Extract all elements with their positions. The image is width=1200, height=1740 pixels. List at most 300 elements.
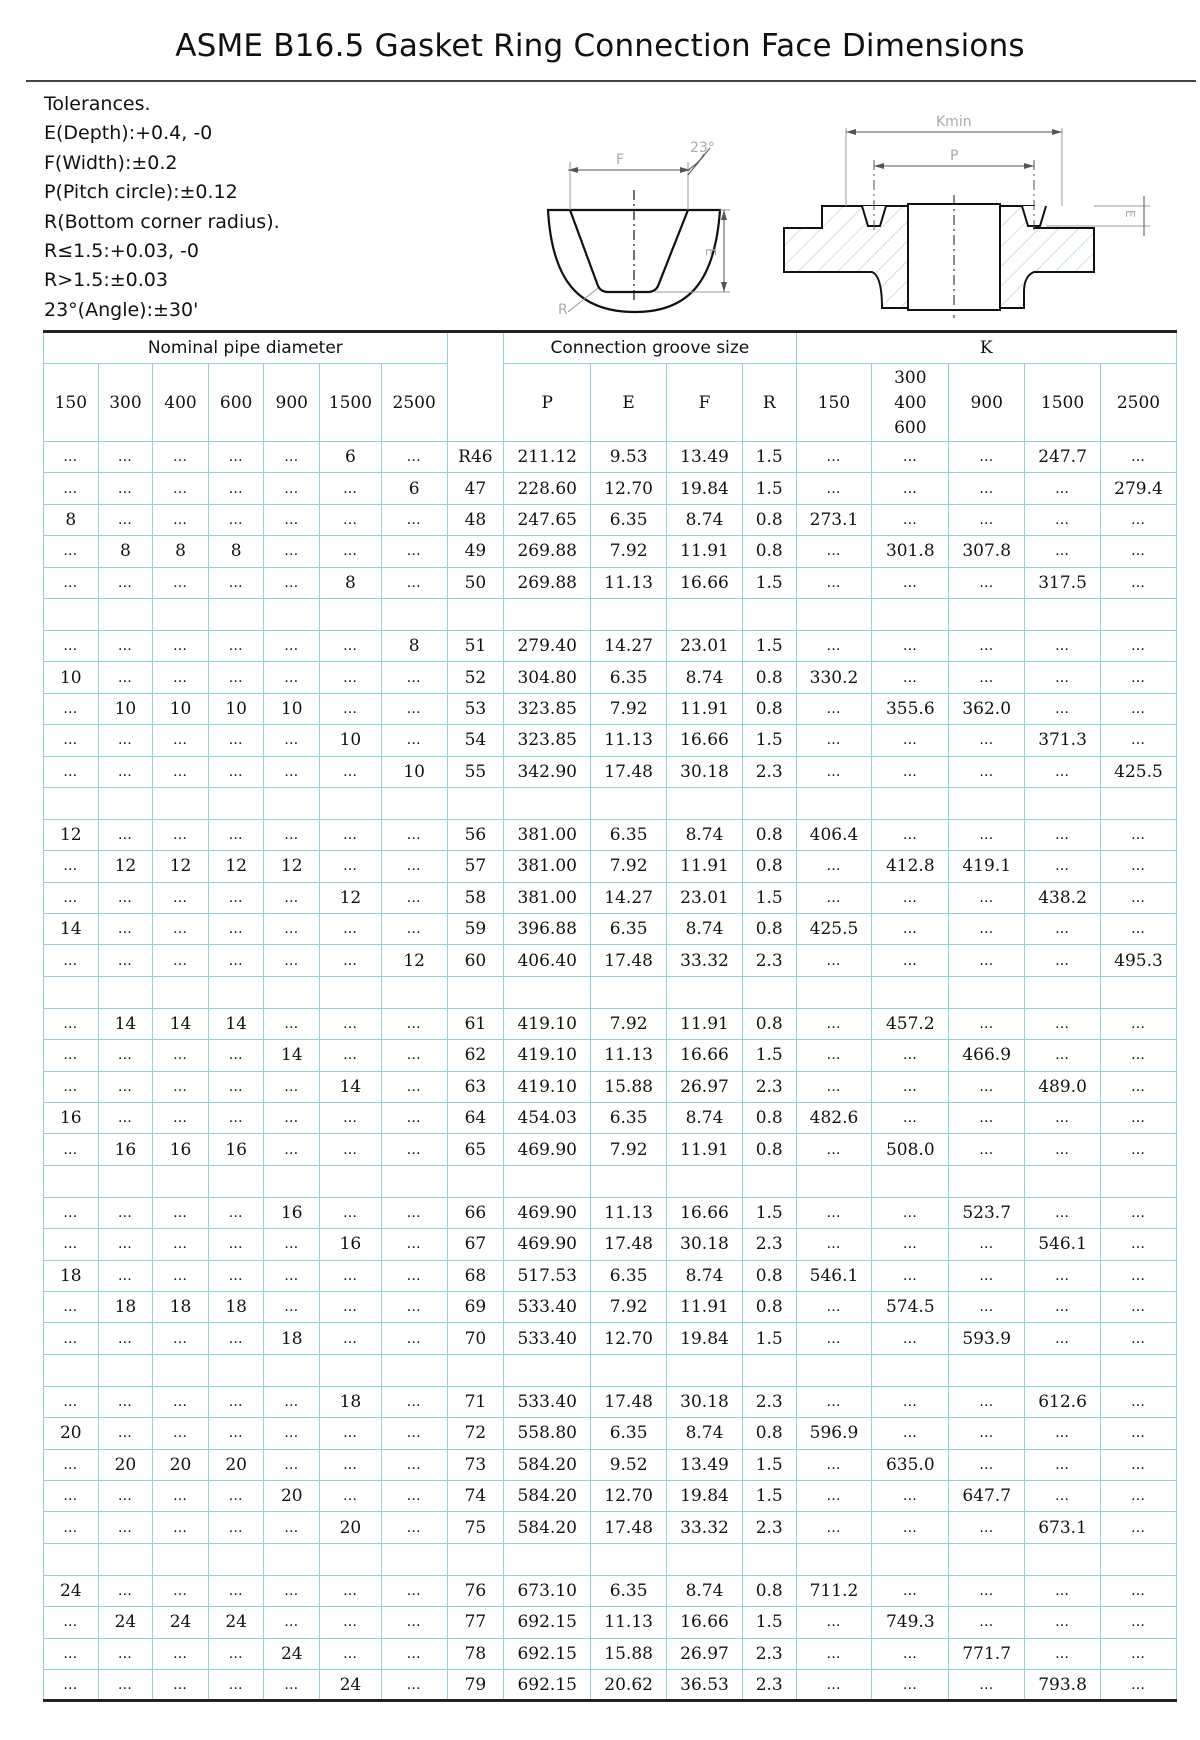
table-cell: … — [98, 1480, 153, 1511]
table-cell: … — [98, 1071, 153, 1102]
table-cell: … — [264, 504, 320, 535]
table-row — [44, 1607, 1177, 1638]
table-cell: 0.8 — [742, 1260, 796, 1291]
table-cell: … — [949, 473, 1025, 504]
table-cell: … — [98, 567, 153, 598]
table-cell — [98, 1165, 153, 1197]
table-cell: … — [208, 945, 264, 976]
table-cell: 23.01 — [667, 630, 743, 661]
table-cell: 20 — [320, 1512, 382, 1543]
table-cell: 16 — [320, 1229, 382, 1260]
table-cell: … — [796, 851, 872, 882]
table-cell: 317.5 — [1025, 567, 1101, 598]
table-cell: 16.66 — [667, 725, 743, 756]
table-cell: … — [264, 945, 320, 976]
table-cell — [1025, 976, 1101, 1008]
table-row — [44, 945, 1177, 976]
table-cell: 247.65 — [504, 504, 591, 535]
table-cell: 1.5 — [742, 1040, 796, 1071]
table-cell: … — [44, 1638, 99, 1669]
table-cell: … — [381, 504, 447, 535]
table-row — [44, 725, 1177, 756]
table-cell: 10 — [381, 756, 447, 787]
header-nominal-2500: 2500 — [381, 364, 447, 442]
table-cell: … — [320, 1040, 382, 1071]
table-cell: … — [98, 756, 153, 787]
table-cell: 1.5 — [742, 1480, 796, 1511]
table-cell: 19.84 — [667, 1323, 743, 1354]
table-cell: … — [98, 945, 153, 976]
table-cell: 396.88 — [504, 914, 591, 945]
table-cell: … — [98, 442, 153, 473]
table-cell: … — [98, 504, 153, 535]
table-row — [44, 1575, 1177, 1606]
table-cell: … — [1100, 567, 1176, 598]
table-row — [44, 1260, 1177, 1291]
table-cell: 24 — [153, 1607, 209, 1638]
table-cell: 12.70 — [591, 1480, 667, 1511]
table-cell: … — [264, 756, 320, 787]
table-cell: 17.48 — [591, 1512, 667, 1543]
table-cell: … — [796, 1197, 872, 1228]
table-cell: 419.10 — [504, 1008, 591, 1039]
table-cell — [796, 1354, 872, 1386]
table-cell: … — [949, 882, 1025, 913]
table-cell: … — [1100, 1008, 1176, 1039]
table-cell: 8.74 — [667, 819, 743, 850]
table-cell: 18 — [208, 1291, 264, 1322]
table-cell: … — [872, 1575, 949, 1606]
table-cell: 30.18 — [667, 1229, 743, 1260]
table-cell — [1100, 598, 1176, 630]
table-cell: 771.7 — [949, 1638, 1025, 1669]
table-cell — [949, 1354, 1025, 1386]
table-cell: … — [1025, 1040, 1101, 1071]
table-cell: 74 — [447, 1480, 504, 1511]
table-cell: 70 — [447, 1323, 504, 1354]
table-row — [44, 536, 1177, 567]
table-cell: … — [98, 882, 153, 913]
table-cell: … — [153, 1103, 209, 1134]
page-title: ASME B16.5 Gasket Ring Connection Face Dimensions — [175, 28, 1025, 64]
table-cell — [1025, 787, 1101, 819]
table-cell: … — [381, 819, 447, 850]
tolerance-line: R>1.5:±0.03 — [44, 269, 168, 292]
table-cell: 14 — [208, 1008, 264, 1039]
table-cell: 8.74 — [667, 1103, 743, 1134]
table-cell: … — [44, 1040, 99, 1071]
table-cell: 0.8 — [742, 914, 796, 945]
table-cell: 57 — [447, 851, 504, 882]
table-cell: … — [872, 882, 949, 913]
table-cell: … — [264, 473, 320, 504]
table-cell: 8 — [208, 536, 264, 567]
table-cell: 33.32 — [667, 945, 743, 976]
table-cell: 56 — [447, 819, 504, 850]
table-cell: … — [796, 1607, 872, 1638]
table-cell: … — [153, 945, 209, 976]
table-cell: … — [264, 1291, 320, 1322]
table-cell: 16.66 — [667, 1607, 743, 1638]
table-cell: 330.2 — [796, 662, 872, 693]
table-cell: 11.13 — [591, 1607, 667, 1638]
table-cell: … — [796, 1323, 872, 1354]
table-cell: … — [208, 473, 264, 504]
table-cell: 14 — [320, 1071, 382, 1102]
table-cell: … — [153, 473, 209, 504]
table-row — [44, 756, 1177, 787]
table-cell: 7.92 — [591, 536, 667, 567]
table-cell: 7.92 — [591, 1008, 667, 1039]
table-cell: … — [264, 536, 320, 567]
table-body — [44, 442, 1177, 1701]
table-cell: 15.88 — [591, 1071, 667, 1102]
table-cell: 355.6 — [872, 693, 949, 724]
table-cell: … — [153, 1071, 209, 1102]
table-cell: … — [153, 662, 209, 693]
table-cell: … — [872, 1638, 949, 1669]
table-cell: 2.3 — [742, 1638, 796, 1669]
table-cell — [208, 598, 264, 630]
table-cell: … — [872, 1323, 949, 1354]
table-cell: … — [1100, 1291, 1176, 1322]
table-cell: … — [264, 725, 320, 756]
table-cell — [1025, 1165, 1101, 1197]
table-cell: 18 — [44, 1260, 99, 1291]
table-row — [44, 1040, 1177, 1071]
table-cell: … — [1100, 662, 1176, 693]
header-nominal-400: 400 — [153, 364, 209, 442]
table-cell: … — [872, 1040, 949, 1071]
table-cell: 8.74 — [667, 1575, 743, 1606]
table-cell — [949, 976, 1025, 1008]
table-cell: 54 — [447, 725, 504, 756]
table-cell — [447, 1165, 504, 1197]
table-cell: … — [381, 662, 447, 693]
table-cell: … — [949, 630, 1025, 661]
table-cell: 273.1 — [796, 504, 872, 535]
table-cell: 2.3 — [742, 1386, 796, 1417]
table-cell: … — [153, 1669, 209, 1700]
table-cell — [320, 598, 382, 630]
table-cell: … — [44, 630, 99, 661]
table-cell — [667, 1543, 743, 1575]
table-cell: 489.0 — [1025, 1071, 1101, 1102]
table-cell: … — [796, 1386, 872, 1417]
header-nominal-300: 300 — [98, 364, 153, 442]
table-cell: 55 — [447, 756, 504, 787]
table-cell: 10 — [44, 662, 99, 693]
table-cell: … — [1100, 1071, 1176, 1102]
table-cell: … — [381, 1418, 447, 1449]
table-cell: 495.3 — [1100, 945, 1176, 976]
table-cell: 1.5 — [742, 1607, 796, 1638]
table-cell: 425.5 — [1100, 756, 1176, 787]
table-cell: 10 — [208, 693, 264, 724]
table-row — [44, 1197, 1177, 1228]
table-cell: … — [264, 1669, 320, 1700]
header-nominal-1500: 1500 — [320, 364, 382, 442]
table-row — [44, 1071, 1177, 1102]
table-cell: … — [1100, 725, 1176, 756]
table-cell: … — [98, 1669, 153, 1700]
table-cell: … — [98, 819, 153, 850]
table-cell: … — [98, 1386, 153, 1417]
table-cell — [320, 1165, 382, 1197]
table-cell — [591, 787, 667, 819]
table-cell: 69 — [447, 1291, 504, 1322]
table-cell: 533.40 — [504, 1323, 591, 1354]
table-cell — [381, 1543, 447, 1575]
table-cell — [98, 976, 153, 1008]
tolerance-line: R≤1.5:+0.03, -0 — [44, 240, 199, 263]
header-nominal-900: 900 — [264, 364, 320, 442]
table-spacer-row — [44, 1543, 1177, 1575]
table-cell: … — [1100, 1040, 1176, 1071]
table-cell: 593.9 — [949, 1323, 1025, 1354]
table-cell: … — [44, 1291, 99, 1322]
table-cell: … — [872, 630, 949, 661]
table-cell: … — [98, 1638, 153, 1669]
table-cell: … — [153, 756, 209, 787]
table-cell: 19.84 — [667, 473, 743, 504]
table-cell: 8.74 — [667, 504, 743, 535]
table-cell — [98, 1354, 153, 1386]
table-cell: 14 — [264, 1040, 320, 1071]
table-cell: … — [1100, 536, 1176, 567]
table-cell: … — [208, 1418, 264, 1449]
table-cell: … — [44, 882, 99, 913]
table-cell: 2.3 — [742, 756, 796, 787]
table-cell: 692.15 — [504, 1638, 591, 1669]
table-cell: … — [208, 1323, 264, 1354]
table-cell: … — [796, 1229, 872, 1260]
table-cell: … — [1100, 1480, 1176, 1511]
table-cell: … — [153, 630, 209, 661]
table-cell: 76 — [447, 1575, 504, 1606]
table-cell — [153, 1165, 209, 1197]
table-cell — [320, 1354, 382, 1386]
table-cell: 381.00 — [504, 819, 591, 850]
table-cell — [98, 598, 153, 630]
table-cell: … — [872, 1418, 949, 1449]
table-cell: … — [44, 725, 99, 756]
table-cell: … — [44, 1386, 99, 1417]
table-cell — [1025, 1543, 1101, 1575]
table-cell: 14 — [44, 914, 99, 945]
table-cell — [153, 1354, 209, 1386]
table-cell: … — [872, 1480, 949, 1511]
table-cell: 0.8 — [742, 536, 796, 567]
table-cell: 20 — [264, 1480, 320, 1511]
table-cell: 584.20 — [504, 1480, 591, 1511]
table-cell — [447, 1354, 504, 1386]
table-cell: … — [44, 693, 99, 724]
groove-section-diagram — [548, 140, 730, 318]
table-cell: 19.84 — [667, 1480, 743, 1511]
table-cell: 8 — [98, 536, 153, 567]
technical-diagram — [0, 100, 1200, 330]
table-cell: 14 — [153, 1008, 209, 1039]
table-cell: … — [381, 567, 447, 598]
table-cell: … — [208, 662, 264, 693]
table-cell: … — [264, 1607, 320, 1638]
table-cell: 6.35 — [591, 819, 667, 850]
table-cell: … — [320, 473, 382, 504]
table-cell: 279.4 — [1100, 473, 1176, 504]
header-k-1500: 1500 — [1025, 364, 1101, 442]
tolerance-line: Tolerances. — [44, 93, 151, 115]
table-cell: … — [1100, 1386, 1176, 1417]
table-cell: … — [381, 1103, 447, 1134]
table-cell: 64 — [447, 1103, 504, 1134]
table-cell: … — [1100, 819, 1176, 850]
table-cell: 342.90 — [504, 756, 591, 787]
table-cell: … — [208, 914, 264, 945]
table-cell — [208, 976, 264, 1008]
table-row — [44, 473, 1177, 504]
table-cell: … — [153, 882, 209, 913]
table-cell: 523.7 — [949, 1197, 1025, 1228]
table-cell: … — [208, 1669, 264, 1700]
table-cell: … — [1025, 1103, 1101, 1134]
table-cell: … — [153, 1575, 209, 1606]
table-cell: 6.35 — [591, 1260, 667, 1291]
table-cell: … — [208, 1260, 264, 1291]
table-cell — [1100, 1165, 1176, 1197]
table-cell: 2.3 — [742, 1669, 796, 1700]
table-cell: … — [1100, 1323, 1176, 1354]
table-cell — [872, 976, 949, 1008]
label-P: P — [950, 148, 959, 164]
table-cell: 12.70 — [591, 473, 667, 504]
table-cell: … — [264, 1008, 320, 1039]
table-cell: 635.0 — [872, 1449, 949, 1480]
table-cell: … — [264, 1260, 320, 1291]
table-cell: … — [98, 473, 153, 504]
table-cell: … — [44, 473, 99, 504]
table-cell: 612.6 — [1025, 1386, 1101, 1417]
table-cell — [1100, 787, 1176, 819]
table-cell: … — [949, 504, 1025, 535]
table-cell: 0.8 — [742, 693, 796, 724]
table-spacer-row — [44, 787, 1177, 819]
table-cell: 466.9 — [949, 1040, 1025, 1071]
table-cell: … — [796, 882, 872, 913]
table-cell: … — [796, 1449, 872, 1480]
table-cell — [153, 976, 209, 1008]
table-cell: … — [264, 567, 320, 598]
table-cell: … — [872, 567, 949, 598]
table-cell: 0.8 — [742, 1418, 796, 1449]
table-cell: … — [949, 1607, 1025, 1638]
table-cell — [591, 1165, 667, 1197]
table-row — [44, 1418, 1177, 1449]
table-cell: … — [381, 882, 447, 913]
table-cell: … — [320, 1103, 382, 1134]
table-row — [44, 1134, 1177, 1165]
table-cell: 469.90 — [504, 1229, 591, 1260]
table-cell: … — [264, 1386, 320, 1417]
table-cell: … — [320, 914, 382, 945]
table-cell: 24 — [264, 1638, 320, 1669]
table-cell: 558.80 — [504, 1418, 591, 1449]
table-row — [44, 1229, 1177, 1260]
table-cell: 11.13 — [591, 567, 667, 598]
table-cell: 68 — [447, 1260, 504, 1291]
table-cell: … — [153, 1480, 209, 1511]
table-cell: … — [872, 1386, 949, 1417]
table-cell: … — [949, 1134, 1025, 1165]
table-cell: 304.80 — [504, 662, 591, 693]
table-cell: 16 — [44, 1103, 99, 1134]
table-cell: … — [208, 756, 264, 787]
table-cell: 14.27 — [591, 882, 667, 913]
table-cell — [742, 1543, 796, 1575]
table-cell: 12.70 — [591, 1323, 667, 1354]
table-cell: … — [381, 1134, 447, 1165]
table-cell: … — [1100, 442, 1176, 473]
table-cell: 9.53 — [591, 442, 667, 473]
table-cell: 12 — [153, 851, 209, 882]
table-cell: 533.40 — [504, 1291, 591, 1322]
table-row — [44, 914, 1177, 945]
table-cell: … — [208, 504, 264, 535]
table-cell: … — [872, 725, 949, 756]
table-cell: … — [44, 1449, 99, 1480]
table-cell: … — [264, 1134, 320, 1165]
table-cell: … — [381, 1040, 447, 1071]
table-cell — [320, 976, 382, 1008]
table-cell: … — [949, 1386, 1025, 1417]
table-cell: 26.97 — [667, 1071, 743, 1102]
table-cell: 78 — [447, 1638, 504, 1669]
table-cell: … — [381, 1669, 447, 1700]
table-cell — [667, 976, 743, 1008]
table-cell: … — [320, 662, 382, 693]
table-cell: 10 — [320, 725, 382, 756]
table-row — [44, 1512, 1177, 1543]
table-cell: … — [949, 1103, 1025, 1134]
table-cell — [153, 1543, 209, 1575]
table-cell: … — [320, 756, 382, 787]
table-cell: … — [153, 442, 209, 473]
table-cell — [44, 1543, 99, 1575]
table-cell: 546.1 — [796, 1260, 872, 1291]
table-cell: … — [1100, 914, 1176, 945]
table-cell: … — [949, 662, 1025, 693]
table-cell: … — [320, 1260, 382, 1291]
table-cell — [44, 976, 99, 1008]
table-cell — [504, 1543, 591, 1575]
table-cell: 20 — [44, 1418, 99, 1449]
table-cell: 584.20 — [504, 1449, 591, 1480]
table-cell — [44, 787, 99, 819]
header-connection-groove-size: Connection groove size — [504, 332, 796, 364]
table-cell: … — [949, 442, 1025, 473]
table-cell: … — [44, 1480, 99, 1511]
table-cell: 7.92 — [591, 1291, 667, 1322]
table-cell: … — [872, 1197, 949, 1228]
table-cell: … — [320, 536, 382, 567]
table-cell: … — [796, 1071, 872, 1102]
table-cell: … — [320, 1291, 382, 1322]
table-cell: … — [381, 1386, 447, 1417]
table-cell: … — [320, 1134, 382, 1165]
table-cell — [44, 1165, 99, 1197]
table-cell — [208, 1543, 264, 1575]
table-cell: 0.8 — [742, 1134, 796, 1165]
